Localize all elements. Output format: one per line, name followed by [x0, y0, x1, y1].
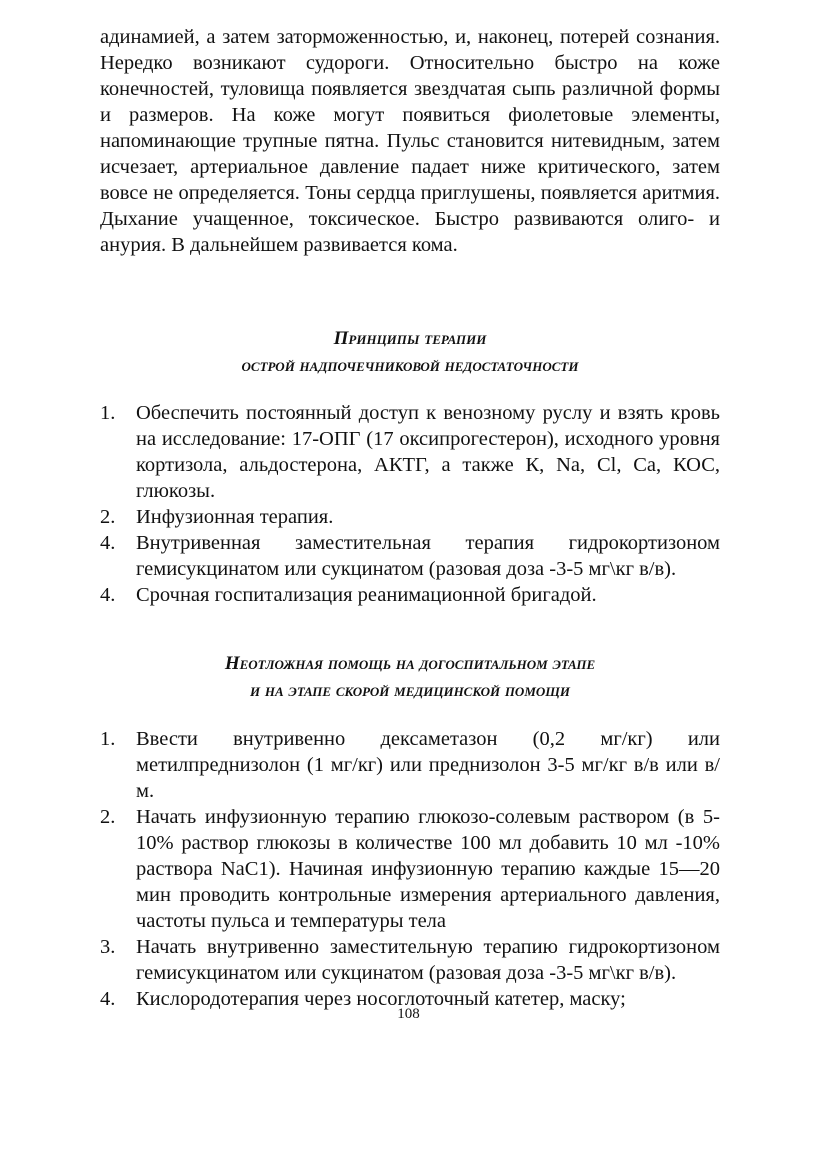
intro-paragraph: адинамией, а затем заторможенностью, и, наконец, потерей сознания. Нередко возникают судороги. Относительно быстро на коже конечностей, туловища появляется звездчатая сыпь различной формы и размеров. На коже могут появиться фиолетовые элементы, напоминающие трупные пятна. Пульс становится нитевидным, затем исчезает, артериальное давление падает ниже критического, затем вовсе не определяется. Тоны сердца приглушены, появляется аритмия. Дыхание учащенное, токсическое. Быстро развиваются олиго- и анурия. В дальнейшем развивается кома.	[100, 26, 720, 256]
list-item	[100, 804, 720, 934]
item-number: 4.	[100, 988, 116, 1010]
item-text: Кислородотерапия через носоглоточный катетер, маску;	[136, 988, 626, 1010]
section1-heading-line1: Принципы терапии	[333, 328, 487, 349]
item-number: 2.	[100, 806, 116, 828]
section2-heading-line1: Неотложная помощь на догоспитальном этапе	[224, 653, 596, 674]
section1-heading	[100, 325, 720, 379]
list-item	[100, 530, 720, 582]
section1-list	[100, 400, 720, 608]
item-number: 3.	[100, 936, 116, 958]
item-text: Инфузионная терапия.	[136, 506, 334, 528]
section1-heading-line2: острой надпочечниковой недостаточности	[241, 355, 579, 376]
item-text: Обеспечить постоянный доступ к венозному руслу и взять кровь на исследование: 17-ОПГ (17 оксипрогестерон), исходного уровня кортизола, альдостерона, АКТГ, а также К, Na, Cl, Са, КОС, глюкозы.	[136, 402, 720, 502]
section2-heading	[100, 650, 720, 704]
list-item	[100, 726, 720, 804]
list-item	[100, 400, 720, 504]
item-text: Начать внутривенно заместительную терапию гидрокортизоном гемисукцинатом или сукцинатом (разовая доза -3-5 мг\кг в/в).	[136, 936, 720, 984]
item-number: 4.	[100, 532, 116, 554]
item-text: Внутривенная заместительная терапия гидрокортизоном гемисукцинатом или сукцинатом (разовая доза -3-5 мг\кг в/в).	[136, 532, 720, 580]
item-text: Начать инфузионную терапию глюкозо-солевым раствором (в 5-10% раствор глюкозы в количестве 100 мл добавить 10 мл -10% раствора NaC1). Начиная инфузионную терапию каждые 15—20 мин проводить контрольные измерения артериального давления, частоты пульса и температуры тела	[136, 806, 720, 932]
section2-heading-line2: и на этапе скорой медицинской помощи	[249, 680, 571, 701]
item-number: 1.	[100, 728, 116, 750]
page-number: 108	[397, 1006, 420, 1022]
section2-list	[100, 726, 720, 1012]
item-text: Ввести внутривенно дексаметазон (0,2 мг/кг) или метилпреднизолон (1 мг/кг) или преднизолон 3-5 мг/кг в/в или в/м.	[136, 728, 720, 802]
list-item	[100, 934, 720, 986]
list-item	[100, 582, 720, 608]
list-item	[100, 504, 720, 530]
item-number: 1.	[100, 402, 116, 424]
item-number: 2.	[100, 506, 116, 528]
item-number: 4.	[100, 584, 116, 606]
item-text: Срочная госпитализация реанимационной бригадой.	[136, 584, 597, 606]
